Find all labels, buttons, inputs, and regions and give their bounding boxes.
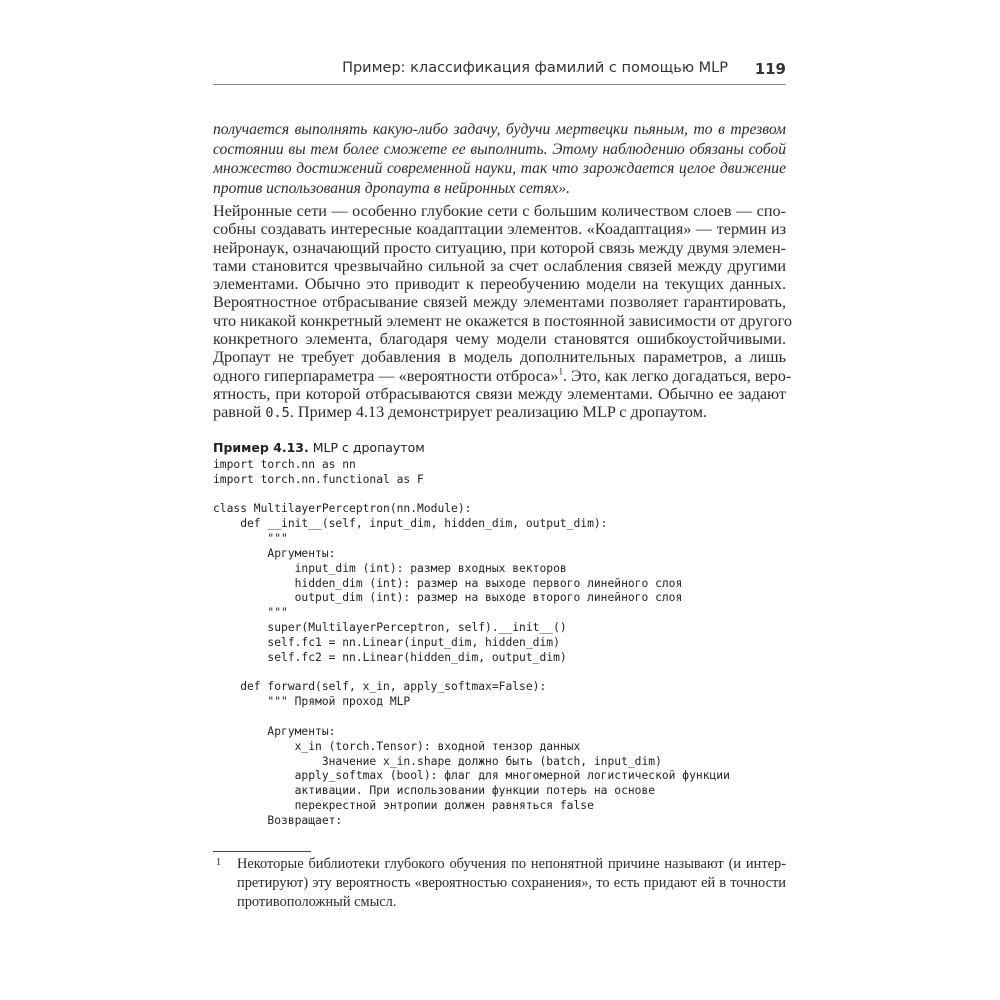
- page-number: 119: [754, 60, 786, 78]
- text-line: элементами. Обычно это приводит к переобучению модели на текущих данных.: [213, 275, 786, 294]
- example-title: MLP с дропаутом: [312, 440, 425, 455]
- text-line: Дропаут не требует добавления в модель дополнительных параметров, а лишь: [213, 348, 786, 367]
- footnote-rule: [213, 851, 311, 852]
- quote-text: [213, 120, 786, 199]
- text-segment: . Пример 4.13 демонстрирует реализацию MLP с дропаутом.: [289, 403, 707, 422]
- text-line: получается выполнять какую-либо задачу, будучи мертвецки пьяным, то в трезвом: [213, 121, 786, 138]
- example-label: Пример 4.13.: [213, 440, 309, 455]
- text-line: Некоторые библиотеки глубокого обучения по непонятной причине называют (и интер-: [237, 856, 786, 872]
- footnote-marker: 1: [216, 857, 221, 868]
- text-line: ятность, при которой отбрасываются связи между элементами. Обычно ее задают: [213, 384, 786, 403]
- text-line: что никакой конкретный элемент не окажется в постоянной зависимости от другого: [213, 311, 792, 330]
- text-line: [213, 403, 786, 422]
- example-caption: [213, 440, 425, 455]
- text-line: собны создавать интересные коадаптации элементов. «Коадаптация» — термин из: [213, 220, 786, 239]
- inline-code: 0.5: [265, 405, 290, 422]
- header-rule: [213, 84, 786, 85]
- code-listing: import torch.nn as nn import torch.nn.functional as F class MultilayerPerceptron(nn.Module): def __init__(self, input_dim, hidden_dim, output_dim): """ Аргументы: input_dim (int): размер входных векторов hidden_dim (int): размер на выходе первого линейного слоя output_dim (int): размер на выходе второго линейного слоя """ super(MultilayerPerceptron, self).__init__() self.fc1 = nn.Linear(input_dim, hidden_dim) self.fc2 = nn.Linear(hidden_dim, output_dim) def forward(self, x_in, apply_softmax=False): """ Прямой проход MLP Аргументы: x_in (torch.Tensor): входной тензор данных Значение x_in.shape должно быть (batch, input_dim) apply_softmax (bool): флаг для многомерной логистической функции активации. При использовании функции потерь на основе перекрестной энтропии должен равняться false Возвращает:: [213, 458, 730, 827]
- text-line: [213, 366, 792, 385]
- running-header-title: Пример: классификация фамилий с помощью MLP: [342, 60, 728, 76]
- text-segment: равной: [213, 403, 266, 422]
- text-line: состоянии вы тем более сможете ее выполнить. Этому наблюдению обязаны собой: [213, 140, 786, 158]
- text-line: против использования дропаута в нейронных сетях».: [213, 180, 571, 198]
- text-segment: . Это, как легко догадаться, веро-: [562, 366, 792, 385]
- text-line: Нейронные сети — особенно глубокие сети с большим количеством слоев — спо-: [213, 202, 786, 220]
- text-line: тами становится чрезвычайно сильной за счет ослабления связей между другими: [213, 256, 786, 275]
- text-line: нейронаук, означающий просто ситуацию, при которой связь между двумя элемен-: [213, 238, 786, 257]
- text-segment: одного гиперпараметра — «вероятности отброса»: [213, 366, 559, 385]
- text-line: претируют) эту вероятность «вероятностью сохранения», то есть придают ей в точности: [237, 875, 786, 891]
- footnote-reference[interactable]: 1: [558, 366, 563, 377]
- running-header: [213, 60, 786, 82]
- text-line: противоположный смысл.: [237, 894, 397, 910]
- text-line: конкретного элемента, благодаря чему модели становятся ошибкоустойчивыми.: [213, 330, 786, 349]
- text-line: множество достижений современной науки, так что зарождается целое движение: [213, 160, 786, 178]
- footnote-text: [237, 855, 786, 912]
- text-line: Вероятностное отбрасывание связей между элементами позволяет гарантировать,: [213, 293, 786, 312]
- body-paragraph: [213, 202, 792, 423]
